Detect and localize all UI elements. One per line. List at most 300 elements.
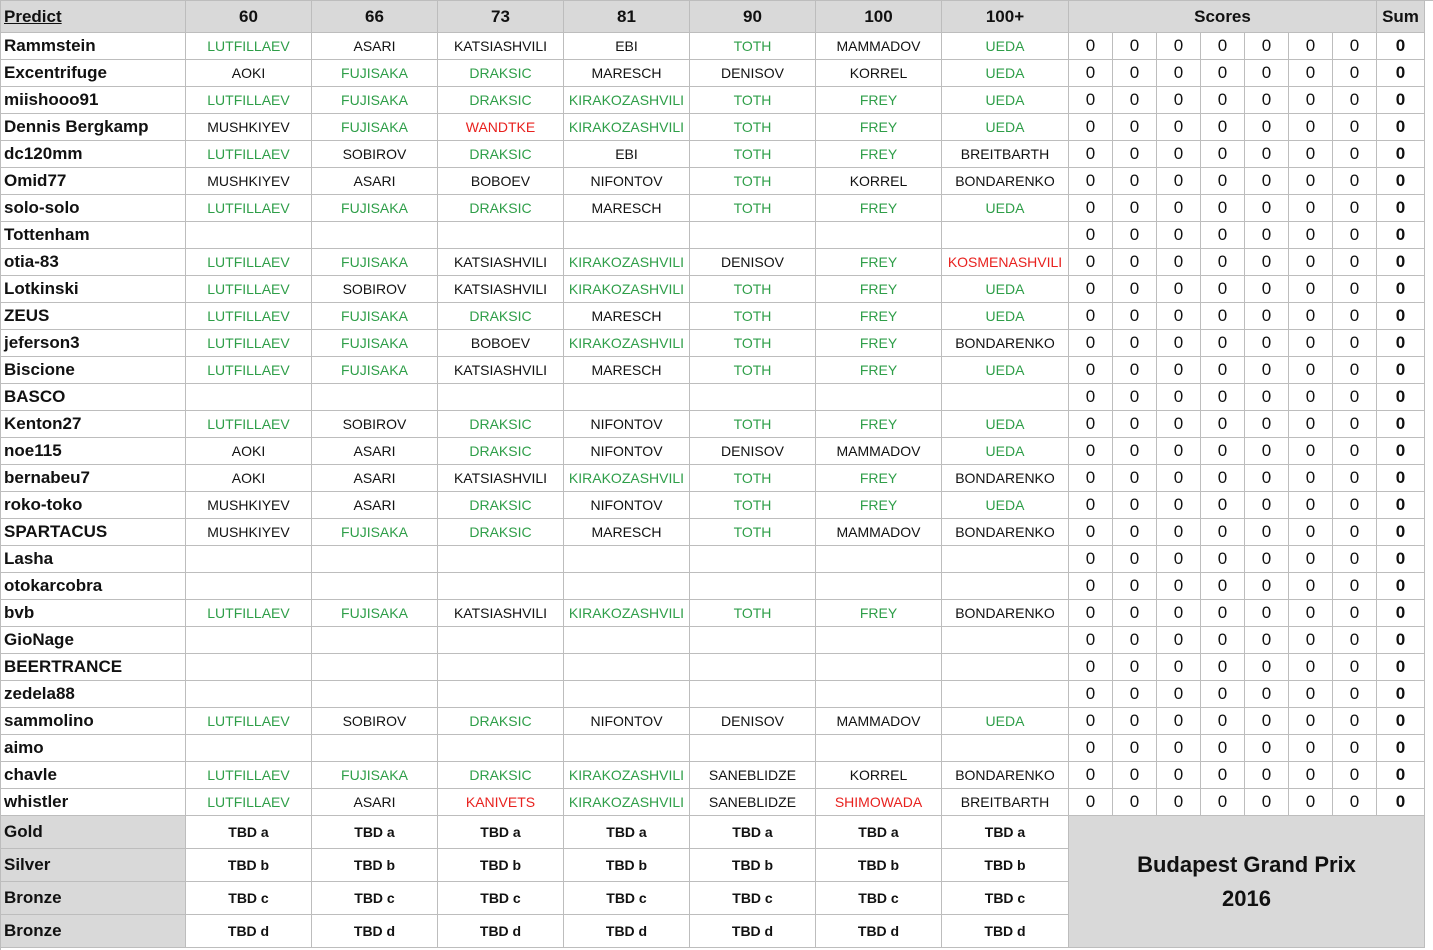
score-cell[interactable]: 0 [1069, 249, 1113, 276]
score-cell[interactable]: 0 [1333, 276, 1377, 303]
score-cell[interactable]: 0 [1245, 114, 1289, 141]
sum-cell[interactable]: 0 [1377, 573, 1425, 600]
score-cell[interactable]: 0 [1289, 519, 1333, 546]
sum-cell[interactable]: 0 [1377, 546, 1425, 573]
score-cell[interactable]: 0 [1069, 735, 1113, 762]
player-name[interactable]: whistler [1, 789, 186, 816]
score-cell[interactable]: 0 [1289, 276, 1333, 303]
score-cell[interactable]: 0 [1157, 492, 1201, 519]
score-cell[interactable]: 0 [1069, 492, 1113, 519]
medal-label[interactable]: Silver [1, 849, 186, 882]
prediction-cell[interactable]: BONDARENKO [942, 168, 1069, 195]
score-cell[interactable]: 0 [1157, 384, 1201, 411]
player-name[interactable]: otia-83 [1, 249, 186, 276]
score-cell[interactable]: 0 [1245, 789, 1289, 816]
score-cell[interactable]: 0 [1113, 222, 1157, 249]
prediction-cell[interactable]: ASARI [312, 33, 438, 60]
medal-result-cell[interactable]: TBD a [942, 816, 1069, 849]
prediction-cell[interactable]: FREY [816, 357, 942, 384]
score-cell[interactable]: 0 [1157, 762, 1201, 789]
prediction-cell[interactable] [690, 627, 816, 654]
score-cell[interactable]: 0 [1201, 762, 1245, 789]
sum-cell[interactable]: 0 [1377, 168, 1425, 195]
prediction-cell[interactable] [186, 627, 312, 654]
header-weight-90[interactable]: 90 [690, 1, 816, 33]
prediction-cell[interactable]: BONDARENKO [942, 600, 1069, 627]
prediction-cell[interactable]: KATSIASHVILI [438, 600, 564, 627]
score-cell[interactable]: 0 [1069, 546, 1113, 573]
score-cell[interactable]: 0 [1333, 87, 1377, 114]
score-cell[interactable]: 0 [1333, 357, 1377, 384]
score-cell[interactable]: 0 [1245, 762, 1289, 789]
prediction-cell[interactable]: MARESCH [564, 519, 690, 546]
prediction-cell[interactable]: MARESCH [564, 60, 690, 87]
prediction-cell[interactable] [816, 735, 942, 762]
prediction-cell[interactable] [438, 546, 564, 573]
prediction-cell[interactable]: UEDA [942, 708, 1069, 735]
prediction-cell[interactable]: UEDA [942, 303, 1069, 330]
medal-result-cell[interactable]: TBD d [816, 915, 942, 948]
score-cell[interactable]: 0 [1333, 168, 1377, 195]
prediction-cell[interactable] [312, 735, 438, 762]
prediction-cell[interactable]: FREY [816, 87, 942, 114]
prediction-cell[interactable] [312, 546, 438, 573]
score-cell[interactable]: 0 [1289, 708, 1333, 735]
score-cell[interactable]: 0 [1245, 303, 1289, 330]
prediction-cell[interactable]: NIFONTOV [564, 708, 690, 735]
medal-result-cell[interactable]: TBD c [690, 882, 816, 915]
prediction-cell[interactable] [186, 735, 312, 762]
score-cell[interactable]: 0 [1113, 600, 1157, 627]
score-cell[interactable]: 0 [1113, 168, 1157, 195]
prediction-cell[interactable]: KORREL [816, 60, 942, 87]
prediction-cell[interactable]: FUJISAKA [312, 762, 438, 789]
header-sum[interactable]: Sum [1377, 1, 1425, 33]
score-cell[interactable]: 0 [1113, 708, 1157, 735]
player-name[interactable]: solo-solo [1, 195, 186, 222]
score-cell[interactable]: 0 [1245, 87, 1289, 114]
score-cell[interactable]: 0 [1113, 195, 1157, 222]
sum-cell[interactable]: 0 [1377, 438, 1425, 465]
medal-result-cell[interactable]: TBD c [564, 882, 690, 915]
sum-cell[interactable]: 0 [1377, 708, 1425, 735]
score-cell[interactable]: 0 [1333, 384, 1377, 411]
prediction-cell[interactable] [942, 384, 1069, 411]
score-cell[interactable]: 0 [1157, 141, 1201, 168]
score-cell[interactable]: 0 [1069, 384, 1113, 411]
score-cell[interactable]: 0 [1113, 384, 1157, 411]
prediction-cell[interactable]: DRAKSIC [438, 519, 564, 546]
prediction-cell[interactable]: UEDA [942, 438, 1069, 465]
score-cell[interactable]: 0 [1289, 330, 1333, 357]
prediction-cell[interactable]: TOTH [690, 168, 816, 195]
prediction-cell[interactable] [816, 681, 942, 708]
medal-result-cell[interactable]: TBD a [438, 816, 564, 849]
prediction-cell[interactable]: UEDA [942, 276, 1069, 303]
prediction-cell[interactable]: LUTFILLAEV [186, 303, 312, 330]
prediction-cell[interactable]: TOTH [690, 411, 816, 438]
score-cell[interactable]: 0 [1069, 519, 1113, 546]
score-cell[interactable]: 0 [1201, 681, 1245, 708]
score-cell[interactable]: 0 [1113, 357, 1157, 384]
prediction-cell[interactable] [942, 546, 1069, 573]
player-name[interactable]: miishooo91 [1, 87, 186, 114]
score-cell[interactable]: 0 [1245, 654, 1289, 681]
prediction-cell[interactable]: UEDA [942, 114, 1069, 141]
player-name[interactable]: SPARTACUS [1, 519, 186, 546]
prediction-cell[interactable]: MARESCH [564, 195, 690, 222]
medal-result-cell[interactable]: TBD b [942, 849, 1069, 882]
score-cell[interactable]: 0 [1333, 33, 1377, 60]
prediction-cell[interactable]: TOTH [690, 492, 816, 519]
prediction-cell[interactable] [186, 681, 312, 708]
player-name[interactable]: Tottenham [1, 222, 186, 249]
prediction-cell[interactable]: KIRAKOZASHVILI [564, 249, 690, 276]
player-name[interactable]: ZEUS [1, 303, 186, 330]
prediction-cell[interactable]: KIRAKOZASHVILI [564, 789, 690, 816]
prediction-cell[interactable]: LUTFILLAEV [186, 87, 312, 114]
medal-result-cell[interactable]: TBD d [312, 915, 438, 948]
score-cell[interactable]: 0 [1333, 330, 1377, 357]
player-name[interactable]: sammolino [1, 708, 186, 735]
score-cell[interactable]: 0 [1333, 195, 1377, 222]
score-cell[interactable]: 0 [1333, 411, 1377, 438]
sum-cell[interactable]: 0 [1377, 735, 1425, 762]
prediction-cell[interactable] [690, 735, 816, 762]
score-cell[interactable]: 0 [1245, 735, 1289, 762]
prediction-cell[interactable]: TOTH [690, 141, 816, 168]
sum-cell[interactable]: 0 [1377, 330, 1425, 357]
prediction-cell[interactable]: FREY [816, 303, 942, 330]
score-cell[interactable]: 0 [1157, 627, 1201, 654]
prediction-cell[interactable] [564, 573, 690, 600]
prediction-cell[interactable]: DENISOV [690, 438, 816, 465]
score-cell[interactable]: 0 [1289, 762, 1333, 789]
prediction-cell[interactable]: MUSHKIYEV [186, 519, 312, 546]
score-cell[interactable]: 0 [1157, 789, 1201, 816]
score-cell[interactable]: 0 [1157, 357, 1201, 384]
prediction-cell[interactable] [942, 627, 1069, 654]
prediction-cell[interactable]: DENISOV [690, 249, 816, 276]
score-cell[interactable]: 0 [1069, 438, 1113, 465]
score-cell[interactable]: 0 [1069, 87, 1113, 114]
prediction-cell[interactable]: TOTH [690, 600, 816, 627]
prediction-cell[interactable]: SOBIROV [312, 141, 438, 168]
prediction-cell[interactable] [942, 654, 1069, 681]
prediction-cell[interactable]: KATSIASHVILI [438, 249, 564, 276]
prediction-cell[interactable]: FUJISAKA [312, 249, 438, 276]
score-cell[interactable]: 0 [1113, 465, 1157, 492]
prediction-cell[interactable]: FREY [816, 330, 942, 357]
prediction-cell[interactable] [816, 222, 942, 249]
score-cell[interactable]: 0 [1289, 627, 1333, 654]
player-name[interactable]: BEERTRANCE [1, 654, 186, 681]
medal-result-cell[interactable]: TBD b [816, 849, 942, 882]
score-cell[interactable]: 0 [1289, 465, 1333, 492]
player-name[interactable]: GioNage [1, 627, 186, 654]
score-cell[interactable]: 0 [1157, 465, 1201, 492]
prediction-cell[interactable]: DRAKSIC [438, 411, 564, 438]
score-cell[interactable]: 0 [1069, 276, 1113, 303]
sum-cell[interactable]: 0 [1377, 384, 1425, 411]
prediction-cell[interactable]: KORREL [816, 168, 942, 195]
prediction-cell[interactable]: LUTFILLAEV [186, 330, 312, 357]
sum-cell[interactable]: 0 [1377, 87, 1425, 114]
medal-result-cell[interactable]: TBD d [186, 915, 312, 948]
score-cell[interactable]: 0 [1069, 600, 1113, 627]
prediction-cell[interactable]: DRAKSIC [438, 492, 564, 519]
score-cell[interactable]: 0 [1333, 681, 1377, 708]
prediction-cell[interactable]: UEDA [942, 87, 1069, 114]
score-cell[interactable]: 0 [1245, 600, 1289, 627]
sum-cell[interactable]: 0 [1377, 276, 1425, 303]
prediction-cell[interactable] [690, 222, 816, 249]
sum-cell[interactable]: 0 [1377, 303, 1425, 330]
score-cell[interactable]: 0 [1245, 465, 1289, 492]
medal-result-cell[interactable]: TBD b [438, 849, 564, 882]
score-cell[interactable]: 0 [1289, 114, 1333, 141]
prediction-cell[interactable]: LUTFILLAEV [186, 33, 312, 60]
prediction-cell[interactable] [438, 681, 564, 708]
prediction-cell[interactable] [312, 222, 438, 249]
score-cell[interactable]: 0 [1069, 357, 1113, 384]
medal-result-cell[interactable]: TBD a [312, 816, 438, 849]
prediction-cell[interactable]: BONDARENKO [942, 519, 1069, 546]
medal-label[interactable]: Bronze [1, 915, 186, 948]
medal-result-cell[interactable]: TBD c [438, 882, 564, 915]
sum-cell[interactable]: 0 [1377, 789, 1425, 816]
header-weight-81[interactable]: 81 [564, 1, 690, 33]
medal-result-cell[interactable]: TBD c [186, 882, 312, 915]
prediction-cell[interactable] [942, 573, 1069, 600]
score-cell[interactable]: 0 [1201, 357, 1245, 384]
score-cell[interactable]: 0 [1289, 492, 1333, 519]
player-name[interactable]: jeferson3 [1, 330, 186, 357]
prediction-cell[interactable]: FUJISAKA [312, 357, 438, 384]
medal-result-cell[interactable]: TBD b [690, 849, 816, 882]
player-name[interactable]: Excentrifuge [1, 60, 186, 87]
score-cell[interactable]: 0 [1289, 411, 1333, 438]
score-cell[interactable]: 0 [1333, 573, 1377, 600]
score-cell[interactable]: 0 [1201, 600, 1245, 627]
prediction-cell[interactable]: AOKI [186, 438, 312, 465]
score-cell[interactable]: 0 [1333, 654, 1377, 681]
sum-cell[interactable]: 0 [1377, 519, 1425, 546]
prediction-cell[interactable]: DRAKSIC [438, 438, 564, 465]
prediction-cell[interactable] [690, 546, 816, 573]
prediction-cell[interactable] [816, 654, 942, 681]
prediction-cell[interactable]: KIRAKOZASHVILI [564, 600, 690, 627]
prediction-cell[interactable] [186, 384, 312, 411]
header-weight-100[interactable]: 100 [816, 1, 942, 33]
prediction-cell[interactable]: FUJISAKA [312, 330, 438, 357]
score-cell[interactable]: 0 [1289, 141, 1333, 168]
score-cell[interactable]: 0 [1333, 519, 1377, 546]
score-cell[interactable]: 0 [1069, 627, 1113, 654]
score-cell[interactable]: 0 [1201, 114, 1245, 141]
prediction-cell[interactable] [186, 222, 312, 249]
score-cell[interactable]: 0 [1069, 168, 1113, 195]
prediction-cell[interactable]: AOKI [186, 465, 312, 492]
score-cell[interactable]: 0 [1245, 546, 1289, 573]
prediction-cell[interactable]: FREY [816, 492, 942, 519]
sum-cell[interactable]: 0 [1377, 114, 1425, 141]
score-cell[interactable]: 0 [1245, 438, 1289, 465]
prediction-cell[interactable] [438, 222, 564, 249]
prediction-cell[interactable] [438, 654, 564, 681]
medal-result-cell[interactable]: TBD a [690, 816, 816, 849]
prediction-cell[interactable]: LUTFILLAEV [186, 249, 312, 276]
prediction-cell[interactable]: KIRAKOZASHVILI [564, 762, 690, 789]
score-cell[interactable]: 0 [1069, 681, 1113, 708]
prediction-cell[interactable] [438, 735, 564, 762]
header-weight-100+[interactable]: 100+ [942, 1, 1069, 33]
sum-cell[interactable]: 0 [1377, 411, 1425, 438]
medal-label[interactable]: Gold [1, 816, 186, 849]
prediction-cell[interactable]: BREITBARTH [942, 789, 1069, 816]
prediction-cell[interactable] [564, 222, 690, 249]
prediction-cell[interactable] [312, 384, 438, 411]
sum-cell[interactable]: 0 [1377, 492, 1425, 519]
prediction-cell[interactable]: LUTFILLAEV [186, 195, 312, 222]
prediction-cell[interactable]: NIFONTOV [564, 492, 690, 519]
prediction-cell[interactable]: BONDARENKO [942, 465, 1069, 492]
score-cell[interactable]: 0 [1157, 600, 1201, 627]
prediction-cell[interactable]: TOTH [690, 357, 816, 384]
prediction-cell[interactable]: DENISOV [690, 708, 816, 735]
score-cell[interactable]: 0 [1069, 411, 1113, 438]
prediction-cell[interactable]: SANEBLIDZE [690, 762, 816, 789]
prediction-cell[interactable] [816, 627, 942, 654]
prediction-cell[interactable]: ASARI [312, 168, 438, 195]
score-cell[interactable]: 0 [1113, 519, 1157, 546]
medal-result-cell[interactable]: TBD a [564, 816, 690, 849]
prediction-cell[interactable]: FREY [816, 114, 942, 141]
score-cell[interactable]: 0 [1245, 168, 1289, 195]
prediction-cell[interactable]: BOBOEV [438, 330, 564, 357]
score-cell[interactable]: 0 [1069, 654, 1113, 681]
score-cell[interactable]: 0 [1157, 573, 1201, 600]
score-cell[interactable]: 0 [1201, 627, 1245, 654]
score-cell[interactable]: 0 [1157, 303, 1201, 330]
score-cell[interactable]: 0 [1069, 330, 1113, 357]
prediction-cell[interactable]: DRAKSIC [438, 87, 564, 114]
prediction-cell[interactable]: FUJISAKA [312, 519, 438, 546]
prediction-cell[interactable] [564, 627, 690, 654]
score-cell[interactable]: 0 [1069, 222, 1113, 249]
prediction-cell[interactable]: NIFONTOV [564, 438, 690, 465]
score-cell[interactable]: 0 [1245, 357, 1289, 384]
score-cell[interactable]: 0 [1113, 60, 1157, 87]
score-cell[interactable]: 0 [1069, 789, 1113, 816]
player-name[interactable]: bvb [1, 600, 186, 627]
score-cell[interactable]: 0 [1157, 546, 1201, 573]
sum-cell[interactable]: 0 [1377, 33, 1425, 60]
prediction-cell[interactable]: DRAKSIC [438, 195, 564, 222]
prediction-cell[interactable]: MARESCH [564, 303, 690, 330]
player-name[interactable]: Rammstein [1, 33, 186, 60]
prediction-cell[interactable]: KATSIASHVILI [438, 357, 564, 384]
player-name[interactable]: Lotkinski [1, 276, 186, 303]
score-cell[interactable]: 0 [1245, 141, 1289, 168]
prediction-cell[interactable]: MUSHKIYEV [186, 168, 312, 195]
score-cell[interactable]: 0 [1069, 465, 1113, 492]
prediction-cell[interactable]: KIRAKOZASHVILI [564, 114, 690, 141]
score-cell[interactable]: 0 [1201, 60, 1245, 87]
prediction-cell[interactable] [186, 654, 312, 681]
score-cell[interactable]: 0 [1333, 303, 1377, 330]
score-cell[interactable]: 0 [1201, 573, 1245, 600]
score-cell[interactable]: 0 [1201, 519, 1245, 546]
prediction-cell[interactable]: TOTH [690, 33, 816, 60]
prediction-cell[interactable]: FUJISAKA [312, 60, 438, 87]
prediction-cell[interactable]: FREY [816, 600, 942, 627]
score-cell[interactable]: 0 [1113, 573, 1157, 600]
score-cell[interactable]: 0 [1201, 438, 1245, 465]
prediction-cell[interactable]: TOTH [690, 87, 816, 114]
prediction-cell[interactable]: KATSIASHVILI [438, 276, 564, 303]
score-cell[interactable]: 0 [1201, 735, 1245, 762]
prediction-cell[interactable] [690, 654, 816, 681]
sum-cell[interactable]: 0 [1377, 195, 1425, 222]
prediction-cell[interactable]: KOSMENASHVILI [942, 249, 1069, 276]
prediction-cell[interactable]: ASARI [312, 789, 438, 816]
prediction-cell[interactable]: NIFONTOV [564, 411, 690, 438]
score-cell[interactable]: 0 [1245, 33, 1289, 60]
score-cell[interactable]: 0 [1157, 411, 1201, 438]
prediction-cell[interactable] [816, 546, 942, 573]
header-weight-66[interactable]: 66 [312, 1, 438, 33]
score-cell[interactable]: 0 [1289, 681, 1333, 708]
score-cell[interactable]: 0 [1113, 438, 1157, 465]
score-cell[interactable]: 0 [1201, 303, 1245, 330]
score-cell[interactable]: 0 [1333, 708, 1377, 735]
score-cell[interactable]: 0 [1245, 276, 1289, 303]
medal-result-cell[interactable]: TBD d [564, 915, 690, 948]
prediction-cell[interactable] [816, 384, 942, 411]
score-cell[interactable]: 0 [1289, 438, 1333, 465]
score-cell[interactable]: 0 [1333, 627, 1377, 654]
player-name[interactable]: Dennis Bergkamp [1, 114, 186, 141]
prediction-cell[interactable]: FREY [816, 276, 942, 303]
score-cell[interactable]: 0 [1245, 708, 1289, 735]
score-cell[interactable]: 0 [1069, 573, 1113, 600]
score-cell[interactable]: 0 [1113, 627, 1157, 654]
score-cell[interactable]: 0 [1333, 249, 1377, 276]
prediction-cell[interactable]: NIFONTOV [564, 168, 690, 195]
prediction-cell[interactable]: EBI [564, 141, 690, 168]
prediction-cell[interactable]: KATSIASHVILI [438, 33, 564, 60]
score-cell[interactable]: 0 [1113, 411, 1157, 438]
prediction-cell[interactable]: DRAKSIC [438, 141, 564, 168]
score-cell[interactable]: 0 [1069, 195, 1113, 222]
prediction-cell[interactable]: FREY [816, 465, 942, 492]
prediction-cell[interactable]: DRAKSIC [438, 708, 564, 735]
prediction-cell[interactable] [312, 627, 438, 654]
score-cell[interactable]: 0 [1201, 276, 1245, 303]
score-cell[interactable]: 0 [1157, 249, 1201, 276]
prediction-cell[interactable]: FUJISAKA [312, 195, 438, 222]
prediction-cell[interactable]: LUTFILLAEV [186, 141, 312, 168]
score-cell[interactable]: 0 [1333, 762, 1377, 789]
prediction-cell[interactable]: TOTH [690, 330, 816, 357]
prediction-cell[interactable]: KATSIASHVILI [438, 465, 564, 492]
score-cell[interactable]: 0 [1157, 681, 1201, 708]
prediction-cell[interactable] [438, 573, 564, 600]
medal-result-cell[interactable]: TBD c [816, 882, 942, 915]
score-cell[interactable]: 0 [1113, 654, 1157, 681]
prediction-cell[interactable]: FUJISAKA [312, 303, 438, 330]
